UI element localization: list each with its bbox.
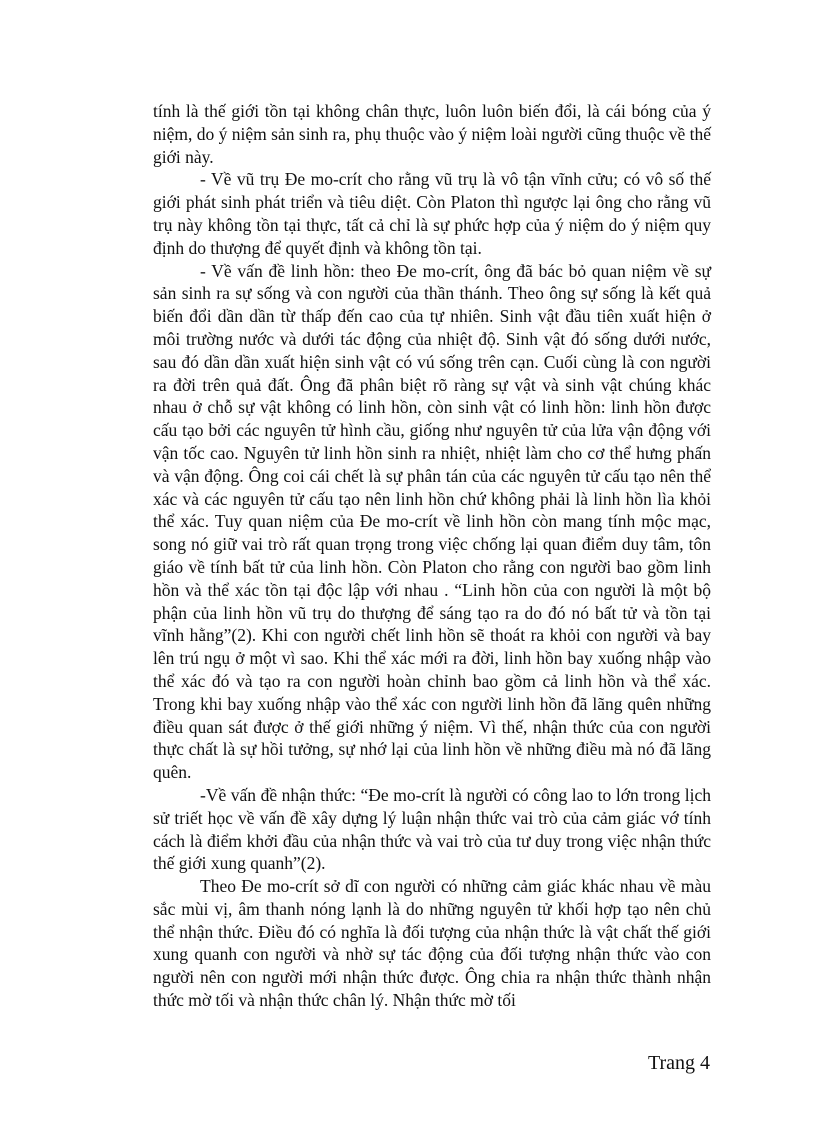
page-number: Trang 4 (647, 1052, 710, 1074)
paragraph-soul: - Về vấn đề linh hồn: theo Đe mo-crít, ông đã bác bỏ quan niệm về sự sản sinh ra sự sống và con người của thần thánh. Theo ông sự sống là kết quả biến đổi dần dần từ thấp đến cao của tự nhiên. Sinh vật đầu tiên xuất hiện ở môi trường nước và dưới tác động của nhiệt độ. Sinh vật đó sống dưới nước, sau đó dần dần xuất hiện sinh vật có vú sống trên cạn. Cuối cùng là con người ra đời trên quả đất. Ông đã phân biệt rõ ràng sự vật và sinh vật chúng khác nhau ở chỗ sự vật không có linh hồn, còn sinh vật có linh hồn: linh hồn được cấu tạo bởi các nguyên tử hình cầu, giống như nguyên tử của lửa vận động với vận tốc cao. Nguyên tử linh hồn sinh ra nhiệt, nhiệt làm cho cơ thể hưng phấn và vận động. Ông coi cái chết là sự phân tán của các nguyên tử cấu tạo nên thể xác và các nguyên tử cấu tạo nên linh hồn chứ không phải là linh hồn lìa khỏi thể xác. Tuy quan niệm của Đe mo-crít về linh hồn còn mang tính mộc mạc, song nó giữ vai trò rất quan trọng trong việc chống lại quan điểm duy tâm, tôn giáo về tính bất tử của linh hồn. Còn Platon cho rằng con người bao gồm linh hồn và thể xác tồn tại độc lập với nhau . “Linh hồn của con người là một bộ phận của linh hồn vũ trụ do thượng để sáng tạo ra do đó nó bất tử và tồn tại vĩnh hằng”(2). Khi con người chết linh hồn sẽ thoát ra khỏi con người và bay lên trú ngụ ở một vì sao. Khi thể xác mới ra đời, linh hồn bay xuống nhập vào thể xác đó và tạo ra con người hoàn chỉnh bao gồm cả linh hồn và thể xác. Trong khi bay xuống nhập vào thể xác con người linh hồn đã lãng quên những điều quan sát được ở thế giới những ý niệm. Vì thế, nhận thức của con người thực chất là sự hồi tưởng, sự nhớ lại của linh hồn về những điều mà nó đã lãng quên. (153, 260, 711, 783)
paragraph-cognition: -Về vấn đề nhận thức: “Đe mo-crít là người có công lao to lớn trong lịch sử triết học về vấn đề xây dựng lý luận nhận thức vai trò của cảm giác vớ tính cách là điểm khởi đầu của nhận thức và vai trò của tư duy trong việc nhận thức thế giới xung quanh”(2). (153, 784, 711, 874)
body-text (153, 100, 711, 1012)
paragraph-continuation: tính là thế giới tồn tại không chân thực, luôn luôn biến đổi, là cái bóng của ý niệm, do ý niệm sản sinh ra, phụ thuộc vào ý niệm loài người cũng thuộc về thế giới này. (153, 101, 711, 167)
paragraph-universe: - Về vũ trụ Đe mo-crít cho rằng vũ trụ là vô tận vĩnh cửu; có vô số thế giới phát sinh phát triển và tiêu diệt. Còn Platon thì ngược lại ông cho rằng vũ trụ này không tồn tại thực, tất cả chỉ là sự phức hợp của ý niệm do ý niệm quy định do thượng để quyết định và không tồn tại. (153, 169, 711, 258)
paragraph-senses: Theo Đe mo-crít sở dĩ con người có những cảm giác khác nhau về màu sắc mùi vị, âm thanh nóng lạnh là do những nguyên tử khối hợp tạo nên chủ thể nhận thức. Điều đó có nghĩa là đối tượng của nhận thức là vật chất thế giới xung quanh con người và nhờ sự tác động của đối tượng nhận thức vào con người nên con người mới nhận thức được. Ông chia ra nhận thức thành nhận thức mờ tối và nhận thức chân lý. Nhận thức mờ tối (153, 876, 711, 1011)
